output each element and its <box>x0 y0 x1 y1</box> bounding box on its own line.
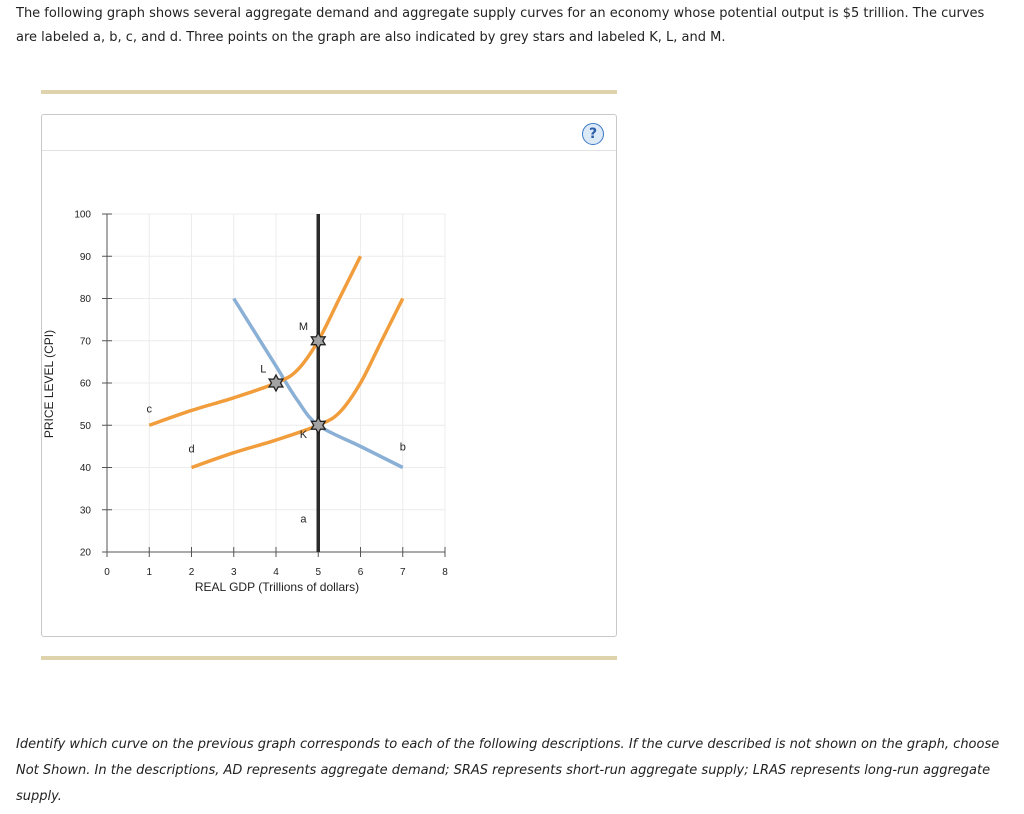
x-tick-label-3: 3 <box>230 567 237 578</box>
y-tick-label-50: 50 <box>79 420 91 432</box>
star-label-L: L <box>260 363 267 376</box>
x-tick-label-2: 2 <box>188 567 195 578</box>
y-axis-label: PRICE LEVEL (CPI) <box>42 329 56 439</box>
question-line-2: Not Shown. In the descriptions, AD represents aggregate demand; SRAS represents short-run aggregate supply; LRAS represents long-run aggregate <box>16 763 991 778</box>
y-tick-label-40: 40 <box>79 463 91 474</box>
x-tick-label-7: 7 <box>399 567 406 578</box>
x-tick-label-1: 1 <box>146 567 153 578</box>
y-tick-label-30: 30 <box>79 505 91 517</box>
question-line-1: Identify which curve on the previous graph corresponds to each of the following descriptions. If the curve described is not shown on the graph, choose <box>16 737 1000 752</box>
star-label-M: M <box>298 321 309 334</box>
x-tick-label-5: 5 <box>315 567 322 578</box>
y-tick-label-90: 90 <box>79 251 91 263</box>
x-tick-label-0: 0 <box>104 567 110 578</box>
curve-label-d: d <box>188 443 195 456</box>
y-tick-label-100: 100 <box>74 209 91 221</box>
star-label-K: K <box>299 428 308 441</box>
x-tick-label-8: 8 <box>442 567 448 578</box>
y-tick-label-80: 80 <box>79 294 91 305</box>
y-tick-label-70: 70 <box>79 336 91 348</box>
help-button[interactable]: ? <box>582 123 604 145</box>
question-text <box>16 732 1001 810</box>
y-tick-label-60: 60 <box>79 378 91 390</box>
x-axis-label: REAL GDP (Trillions of dollars) <box>194 580 360 594</box>
x-tick-label-6: 6 <box>357 567 364 578</box>
curve-label-c: c <box>146 403 152 416</box>
curve-label-a: a <box>300 513 307 526</box>
curve-label-b: b <box>399 441 406 454</box>
intro-line-2: are labeled a, b, c, and d. Three points on the graph are also indicated by grey stars and labeled K, L, and M. <box>16 30 726 45</box>
question-line-3: supply. <box>16 789 62 804</box>
intro-line-1: The following graph shows several aggregate demand and aggregate supply curves for an economy whose potential output is $5 trillion. The curves <box>16 6 985 21</box>
bottom-divider <box>41 656 617 660</box>
x-tick-label-4: 4 <box>273 567 279 578</box>
y-tick-label-20: 20 <box>79 547 91 559</box>
